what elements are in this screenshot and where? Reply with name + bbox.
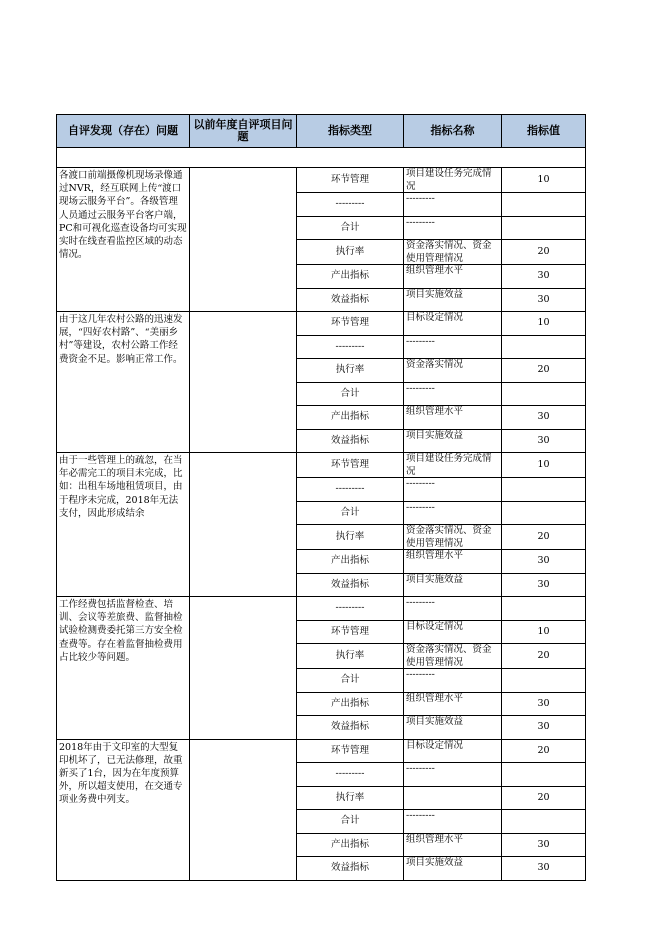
indicator-name-cell[interactable] [404,478,502,502]
indicator-name-cell[interactable] [404,501,502,525]
indicator-value-cell[interactable] [502,216,586,240]
spreadsheet [56,114,585,881]
indicator-name-cell[interactable] [404,359,502,383]
problem-description-cell[interactable]: 2018年由于文印室的大型复印机坏了，已无法修理，故重新买了1台，因为在年度预算外，所以超支使用，在交通专项业务费中列支。 [57,739,190,880]
indicator-name-cell[interactable] [404,669,502,693]
indicator-name-cell[interactable] [404,833,502,857]
indicator-value-cell[interactable]: 30 [502,692,586,716]
indicator-name-cell[interactable] [404,525,502,550]
header-previous-problem[interactable]: 以前年度自评项目问题 [190,115,297,148]
indicator-value-cell[interactable]: 10 [502,620,586,644]
indicator-name-cell[interactable] [404,597,502,621]
indicator-name-text: 组织管理水平 [406,550,464,561]
indicator-name-cell[interactable] [404,265,502,289]
indicator-value-cell[interactable] [502,810,586,834]
indicator-value-cell[interactable] [502,478,586,502]
indicator-value-cell[interactable]: 30 [502,550,586,574]
indicator-type-cell[interactable]: --------- [297,597,404,621]
evaluation-table [56,114,586,881]
indicator-type-cell[interactable]: --------- [297,763,404,787]
indicator-name-cell[interactable] [404,382,502,406]
previous-problem-cell[interactable] [190,312,297,453]
indicator-value-cell[interactable]: 20 [502,240,586,265]
indicator-name-text: --------- [406,669,435,680]
indicator-name-cell[interactable] [404,573,502,597]
header-indicator-value[interactable]: 指标值 [502,115,586,148]
indicator-value-cell[interactable]: 10 [502,453,586,478]
previous-problem-cell[interactable] [190,597,297,740]
indicator-value-cell[interactable]: 30 [502,265,586,289]
indicator-name-text: 项目实施效益 [406,429,464,441]
indicator-name-text: --------- [406,335,435,347]
table-body [57,148,586,881]
indicator-type-cell[interactable]: --------- [297,478,404,502]
indicator-name-text: 组织管理水平 [406,406,464,417]
indicator-name-cell[interactable] [404,786,502,810]
indicator-name-text: --------- [406,810,435,821]
indicator-type-cell[interactable]: 合计 [297,810,404,834]
problem-description-cell[interactable]: 由于这几年农村公路的迅速发展，“四好农村路”、“美丽乡村”等建设，农村公路工作经费资金不足。影响正常工作。 [57,312,190,453]
spacer-cell[interactable] [57,148,586,168]
indicator-name-cell[interactable] [404,550,502,574]
indicator-name-text: 资金落实情况、资金使用管理情况 [406,644,492,668]
indicator-name-cell[interactable] [404,644,502,669]
indicator-value-cell[interactable]: 20 [502,525,586,550]
indicator-name-cell[interactable] [404,716,502,740]
indicator-name-text: 资金落实情况、资金使用管理情况 [406,240,492,264]
indicator-type-cell[interactable]: --------- [297,335,404,359]
indicator-type-cell[interactable]: 效益指标 [297,716,404,740]
indicator-type-cell[interactable]: --------- [297,193,404,217]
indicator-value-cell[interactable]: 20 [502,786,586,810]
indicator-value-cell[interactable]: 30 [502,406,586,430]
indicator-name-text: 项目实施效益 [406,716,464,727]
indicator-value-cell[interactable]: 30 [502,833,586,857]
indicator-value-cell[interactable] [502,382,586,406]
indicator-name-cell[interactable] [404,857,502,881]
indicator-type-cell[interactable]: 合计 [297,382,404,406]
table-row [57,312,586,336]
indicator-value-cell[interactable]: 30 [502,429,586,453]
indicator-value-cell[interactable]: 30 [502,857,586,881]
indicator-type-cell[interactable]: 产出指标 [297,692,404,716]
indicator-name-text: 目标设定情况 [406,312,464,323]
indicator-name-cell[interactable] [404,312,502,336]
indicator-name-cell[interactable] [404,288,502,312]
problem-description-cell[interactable]: 工作经费包括监督检查、培训、会议等差旅费、监督抽检试验检测费委托第三方安全检查费等。存在着监督抽检费用占比较少等问题。 [57,597,190,740]
indicator-type-cell[interactable]: 效益指标 [297,573,404,597]
indicator-name-text: --------- [406,501,435,513]
indicator-value-cell[interactable]: 20 [502,359,586,383]
header-indicator-name[interactable]: 指标名称 [404,115,502,148]
indicator-name-text: 目标设定情况 [406,739,464,751]
indicator-type-cell[interactable]: 合计 [297,216,404,240]
indicator-name-cell[interactable] [404,810,502,834]
indicator-value-cell[interactable] [502,335,586,359]
indicator-type-cell[interactable]: 产出指标 [297,265,404,289]
spacer-row [57,148,586,168]
indicator-name-text: 项目实施效益 [406,573,464,585]
indicator-name-cell[interactable] [404,429,502,453]
indicator-name-text: 资金落实情况 [406,359,464,370]
indicator-name-text: 目标设定情况 [406,620,464,632]
indicator-name-cell[interactable] [404,620,502,644]
indicator-type-cell[interactable]: 执行率 [297,786,404,810]
problem-description-cell[interactable]: 各渡口前端摄像机现场录像通过NVR，经互联网上传“渡口现场云服务平台”。各级管理人员通过云服务平台客户端，PC和可视化巡查设备均可实现实时在线查看监控区域的动态情况。 [57,168,190,312]
indicator-name-cell[interactable] [404,739,502,763]
indicator-type-cell[interactable]: 环节管理 [297,312,404,336]
indicator-name-text: 项目实施效益 [406,288,464,300]
indicator-type-cell[interactable]: 效益指标 [297,429,404,453]
indicator-type-cell[interactable]: 执行率 [297,359,404,383]
indicator-value-cell[interactable] [502,669,586,693]
indicator-name-text: 项目建设任务完成情况 [406,168,492,192]
indicator-type-cell[interactable]: 效益指标 [297,857,404,881]
indicator-name-text: --------- [406,763,435,774]
previous-problem-cell[interactable] [190,739,297,880]
previous-problem-cell[interactable] [190,453,297,597]
indicator-value-cell[interactable]: 10 [502,312,586,336]
indicator-type-cell[interactable]: 合计 [297,669,404,693]
indicator-name-cell[interactable] [404,692,502,716]
indicator-name-text: 项目实施效益 [406,857,464,868]
indicator-type-cell[interactable]: 执行率 [297,525,404,550]
indicator-name-text: 资金落实情况、资金使用管理情况 [406,525,492,549]
indicator-name-text: 组织管理水平 [406,833,464,845]
table-row [57,453,586,478]
indicator-type-cell[interactable]: 环节管理 [297,168,404,193]
indicator-type-cell[interactable]: 合计 [297,501,404,525]
indicator-value-cell[interactable]: 20 [502,644,586,669]
indicator-value-cell[interactable] [502,193,586,217]
indicator-type-cell[interactable]: 环节管理 [297,453,404,478]
table-row [57,597,586,621]
indicator-value-cell[interactable]: 10 [502,168,586,193]
indicator-value-cell[interactable]: 30 [502,716,586,740]
indicator-value-cell[interactable] [502,501,586,525]
indicator-name-text: --------- [406,597,435,608]
indicator-name-cell[interactable] [404,216,502,240]
indicator-value-cell[interactable] [502,597,586,621]
indicator-name-text: --------- [406,216,435,228]
indicator-name-text: --------- [406,382,435,394]
indicator-name-text: 组织管理水平 [406,692,464,704]
indicator-name-cell[interactable] [404,453,502,478]
indicator-type-cell[interactable]: 产出指标 [297,406,404,430]
indicator-value-cell[interactable]: 20 [502,739,586,763]
indicator-value-cell[interactable]: 30 [502,288,586,312]
header-indicator-type[interactable]: 指标类型 [297,115,404,148]
indicator-type-cell[interactable]: 执行率 [297,240,404,265]
indicator-name-text: --------- [406,478,435,489]
indicator-value-cell[interactable] [502,763,586,787]
indicator-type-cell[interactable]: 产出指标 [297,550,404,574]
indicator-name-text: 项目建设任务完成情况 [406,453,492,477]
header-problem[interactable]: 自评发现（存在）问题 [57,115,190,148]
header-row [57,115,586,148]
indicator-name-cell[interactable] [404,240,502,265]
indicator-name-cell[interactable] [404,335,502,359]
indicator-type-cell[interactable]: 效益指标 [297,288,404,312]
indicator-name-cell[interactable] [404,193,502,217]
indicator-name-text: 组织管理水平 [406,265,464,276]
indicator-name-cell[interactable] [404,763,502,787]
indicator-value-cell[interactable]: 30 [502,573,586,597]
table-row [57,739,586,763]
indicator-name-cell[interactable] [404,168,502,193]
indicator-name-cell[interactable] [404,406,502,430]
indicator-type-cell[interactable]: 环节管理 [297,620,404,644]
indicator-name-text: --------- [406,193,435,204]
previous-problem-cell[interactable] [190,168,297,312]
indicator-type-cell[interactable]: 产出指标 [297,833,404,857]
table-row [57,168,586,193]
indicator-type-cell[interactable]: 执行率 [297,644,404,669]
indicator-type-cell[interactable]: 环节管理 [297,739,404,763]
problem-description-cell[interactable]: 由于一些管理上的疏忽，在当年必需完工的项目未完成，比如：出租车场地租赁项目，由于程序未完成，2018年无法支付，因此形成结余 [57,453,190,597]
